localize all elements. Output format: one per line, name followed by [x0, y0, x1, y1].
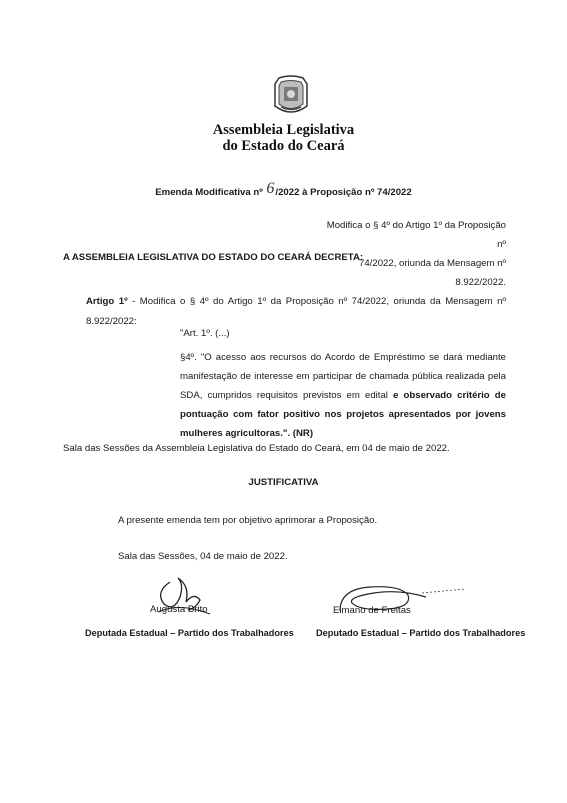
- article-text: [86, 292, 506, 332]
- title-suffix: /2022 à Proposição nº 74/2022: [275, 187, 412, 198]
- article-body: - Modifica o § 4º do Artigo 1º da Proposição nº 74/2022, oriunda da Mensagem nº 8.922/2022:: [86, 296, 506, 327]
- institution-state: do Estado do Ceará: [222, 138, 345, 154]
- paragraph-4: [180, 348, 506, 443]
- title-prefix: Emenda Modificativa nº: [155, 187, 263, 198]
- article-label: Artigo 1º: [86, 296, 128, 307]
- paragraph-normal: §4º. "O acesso aos recursos do Acordo de Empréstimo se dará mediante manifestação de interesse em participar de chamada pública realizada pela SDA, cumpridos requisitos previstos em edital: [180, 352, 506, 401]
- justificativa-text: A presente emenda tem por objetivo aprimorar a Proposição.: [118, 515, 378, 526]
- session-room-date: Sala das Sessões da Assembleia Legislativa do Estado do Ceará, em 04 de maio de 2022.: [63, 443, 450, 454]
- handwritten-number: 6: [266, 180, 275, 197]
- paragraph-bold: e observado critério de pontuação com fator positivo nos projetos apresentados por jovens mulheres agricultoras.". (NR): [180, 390, 506, 439]
- document-title: [0, 182, 567, 200]
- article-quote: "Art. 1º. (...): [180, 328, 230, 339]
- coat-of-arms-seal: [267, 72, 315, 120]
- signature-role-2: Deputado Estadual – Partido dos Trabalhadores: [316, 628, 526, 638]
- signature-role-1: Deputada Estadual – Partido dos Trabalhadores: [85, 628, 294, 638]
- signature-name-2: Elmano de Freitas: [333, 605, 411, 616]
- summary-line: 74/2022, oriunda da Mensagem nº 8.922/2022.: [359, 258, 506, 288]
- decreta-heading: A ASSEMBLEIA LEGISLATIVA DO ESTADO DO CEARÁ DECRETA:: [63, 252, 364, 263]
- justificativa-heading: JUSTIFICATIVA: [248, 477, 319, 488]
- signature-name-1: Augusta Brito: [150, 604, 208, 615]
- session-date: Sala das Sessões, 04 de maio de 2022.: [118, 551, 288, 562]
- institution-name: Assembleia Legislativa: [212, 122, 355, 138]
- summary-line: Modifica o § 4º do Artigo 1º da Proposição nº: [326, 220, 506, 250]
